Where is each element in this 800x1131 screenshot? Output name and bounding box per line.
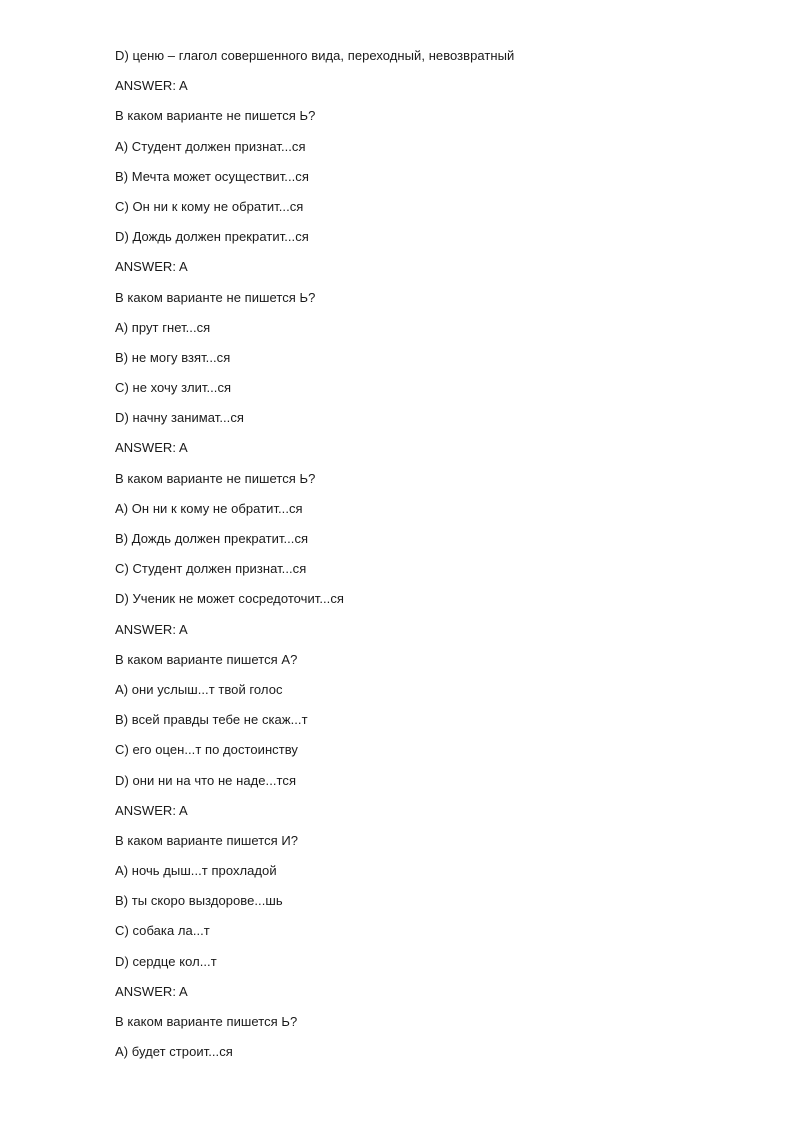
option-b-line: B) Дождь должен прекратит...ся bbox=[115, 531, 309, 546]
option-c-line: C) не хочу злит...ся bbox=[115, 380, 232, 396]
question-line: В каком варианте пишется И? bbox=[115, 832, 299, 848]
answer-line: ANSWER: A bbox=[115, 78, 188, 94]
option-b-line: B) Мечта может осуществит...ся bbox=[115, 168, 309, 184]
answer-line: ANSWER: A bbox=[115, 802, 188, 818]
option-a-line: A) прут гнет...ся bbox=[115, 319, 211, 335]
option-c-line: C) Он ни к кому не обратит...ся bbox=[115, 198, 304, 214]
option-a-line: A) будет строит...ся bbox=[115, 1044, 233, 1060]
answer-line: ANSWER: A bbox=[115, 621, 188, 637]
option-c-line: C) его оцен...т по достоинству bbox=[115, 742, 298, 758]
option-c-line: C) Студент должен признат...ся bbox=[115, 561, 307, 577]
option-a-line: A) Студент должен признат...ся bbox=[115, 138, 306, 154]
question-line: В каком варианте не пишется Ь? bbox=[115, 289, 316, 305]
question-line: В каком варианте пишется А? bbox=[115, 651, 298, 667]
option-a-line: A) Он ни к кому не обратит...ся bbox=[115, 500, 303, 516]
option-b-line: B) ты скоро выздорове...шь bbox=[115, 893, 283, 909]
option-a-line: A) они услыш...т твой голос bbox=[115, 681, 283, 697]
question-line: В каком варианте не пишется Ь? bbox=[115, 108, 316, 124]
answer-line: ANSWER: A bbox=[115, 440, 188, 456]
option-b-line: B) всей правды тебе не скаж...т bbox=[115, 712, 308, 728]
answer-line: ANSWER: A bbox=[115, 259, 188, 275]
option-d-line: D) Дождь должен прекратит...ся bbox=[115, 229, 309, 245]
option-d-line: D) начну занимат...ся bbox=[115, 410, 244, 426]
question-line: В каком варианте пишется Ь? bbox=[115, 1014, 298, 1029]
option-b-line: B) не могу взят...ся bbox=[115, 349, 231, 365]
option-d-line: D) сердце кол...т bbox=[115, 953, 217, 969]
option-d-line: D) ценю – глагол совершенного вида, переходный, невозвратный bbox=[115, 48, 515, 63]
option-d-line: D) Ученик не может сосредоточит...ся bbox=[115, 591, 344, 607]
option-a-line: A) ночь дыш...т прохладой bbox=[115, 863, 277, 879]
answer-line: ANSWER: A bbox=[115, 983, 188, 999]
option-d-line: D) они ни на что не наде...тся bbox=[115, 772, 297, 788]
option-c-line: C) собака ла...т bbox=[115, 923, 210, 939]
question-line: В каком варианте не пишется Ь? bbox=[115, 470, 316, 486]
document-page bbox=[115, 48, 755, 1074]
